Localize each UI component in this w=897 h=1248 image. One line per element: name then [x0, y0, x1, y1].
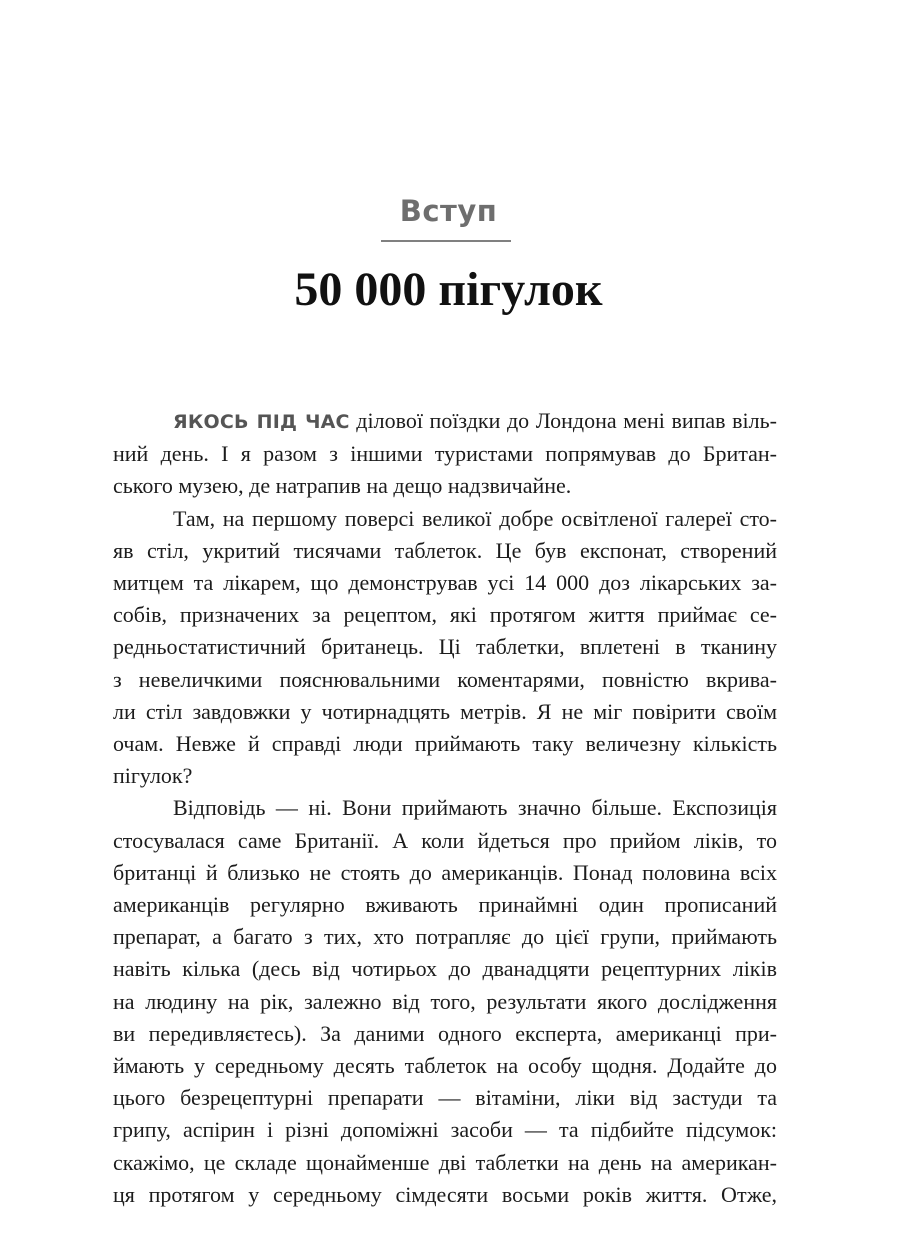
text-line: пігулок? — [113, 763, 193, 789]
body-text — [113, 405, 777, 1211]
text-line: ви передивляєтесь). За даними одного експерта, американці при- — [113, 1020, 777, 1046]
text-line: на людину на рік, залежно від того, результати якого дослідження — [113, 988, 777, 1014]
text-line — [113, 405, 777, 438]
text-line: Там, на першому поверсі великої добре освітленої галереї сто- — [173, 505, 777, 531]
text-line: скажімо, це складе щонайменше дві таблетки на день на американ- — [113, 1149, 777, 1175]
paragraph-3 — [113, 792, 777, 1211]
lead-in-small-caps: ЯКОСЬ ПІД ЧАС — [173, 411, 350, 433]
text-line: цього безрецептурні препарати — вітаміни, ліки від застуди та — [113, 1085, 777, 1111]
text-line: ймають у середньому десять таблеток на особу щодня. Додайте до — [113, 1053, 777, 1079]
text-line: митцем та лікарем, що демонстрував усі 14 000 доз лікарських за- — [113, 570, 777, 596]
text-line: грипу, аспірин і різні допоміжні засоби — та підбийте підсумок: — [113, 1117, 777, 1143]
chapter-label: Вступ — [399, 194, 498, 228]
text-line: препарат, а багато з тих, хто потрапляє до цієї групи, приймають — [113, 924, 777, 950]
text-line: редньостатистичний британець. Ці таблетки, вплетені в тканину — [113, 634, 777, 660]
text-line: навіть кілька (десь від чотирьох до дванадцяти рецептурних ліків — [113, 956, 777, 982]
text-line: ний день. І я разом з іншими туристами попрямував до Британ- — [113, 441, 777, 467]
text-line: яв стіл, укритий тисячами таблеток. Це був експонат, створений — [113, 537, 777, 563]
text-line: стосувалася саме Британії. А коли йдеться про прийом ліків, то — [113, 827, 777, 853]
text-line: очам. Невже й справді люди приймають таку величезну кількість — [113, 731, 777, 757]
text-line: собів, призначених за рецептом, які протягом життя приймає се- — [113, 602, 777, 628]
text-line: Відповідь — ні. Вони приймають значно більше. Експозиція — [173, 795, 777, 821]
text-line: американців регулярно вживають принаймні один прописаний — [113, 892, 777, 918]
text-line-content: ділової поїздки до Лондона мені випав віль- — [349, 408, 777, 433]
text-line: британці й близько не стоять до американців. Понад половина всіх — [113, 859, 777, 885]
text-line: ця протягом у середньому сімдесяти восьми років життя. Отже, — [113, 1181, 777, 1207]
chapter-divider — [381, 240, 511, 242]
text-line: ського музею, де натрапив на дещо надзвичайне. — [113, 473, 572, 499]
chapter-title: 50 000 пігулок — [294, 263, 603, 316]
text-line: ли стіл завдовжки у чотирнадцять метрів. Я не міг повірити своїм — [113, 698, 777, 724]
text-line: з невеличкими пояснювальними коментарями, повністю вкрива- — [113, 666, 777, 692]
paragraph-1 — [113, 405, 777, 503]
paragraph-2 — [113, 503, 777, 793]
